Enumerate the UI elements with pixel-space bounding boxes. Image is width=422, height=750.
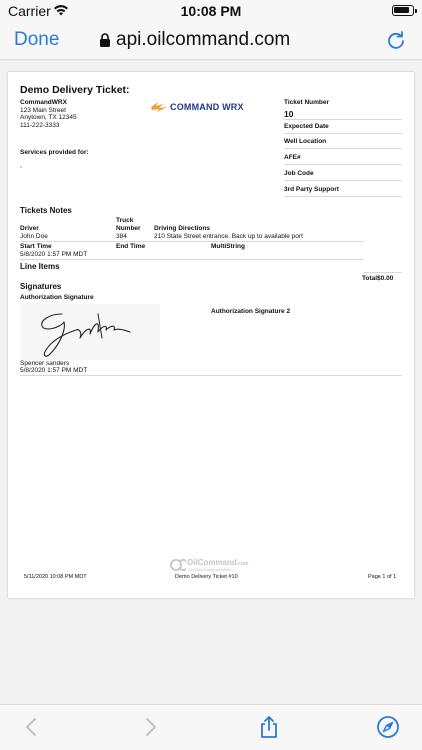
row-divider — [20, 259, 364, 260]
total-label: Total — [362, 275, 378, 282]
company-name: CommandWRX — [20, 99, 67, 106]
company-city: Anytown, TX 12345 — [20, 114, 77, 121]
compass-safari-icon[interactable] — [376, 715, 400, 739]
row-divider — [20, 241, 364, 242]
expected-date-label: Expected Date — [284, 123, 329, 130]
flame-icon — [150, 101, 168, 113]
done-button[interactable]: Done — [14, 29, 60, 50]
total-row — [362, 275, 393, 283]
signer-name: Spencer sanders — [20, 360, 70, 367]
forward-chevron-icon[interactable] — [138, 715, 162, 739]
browser-nav-bar — [0, 22, 422, 60]
services-value: , — [20, 162, 22, 169]
field-divider — [284, 180, 402, 181]
address-bar[interactable]: api.oilcommand.com — [116, 29, 291, 50]
ticket-title: Demo Delivery Ticket: — [20, 84, 130, 96]
status-bar — [0, 0, 422, 22]
lock-icon — [99, 33, 111, 47]
truck-label: Truck Number — [116, 217, 141, 232]
well-location-label: Well Location — [284, 138, 327, 145]
afe-label: AFE# — [284, 154, 301, 161]
footer-logo-tld: .com — [236, 561, 249, 567]
tickets-notes-heading: Tickets Notes — [20, 206, 72, 215]
ticket-number-value: 10 — [284, 109, 294, 119]
signatures-heading: Signatures — [20, 282, 62, 291]
field-divider — [284, 119, 402, 120]
company-logo — [150, 100, 246, 114]
auth-signature-2-label: Authorization Signature 2 — [211, 308, 291, 315]
start-time-value: 5/8/2020 1:57 PM MDT — [20, 251, 88, 258]
directions-label: Driving Directions — [154, 225, 210, 232]
battery-icon — [392, 5, 414, 16]
oilcommand-footer-logo — [170, 558, 260, 572]
share-icon[interactable] — [257, 715, 281, 739]
signer-date: 5/8/2020 1:57 PM MDT — [20, 367, 88, 374]
footer-page-number: Page 1 of 1 — [368, 574, 397, 580]
end-time-label: End Time — [116, 243, 146, 250]
footer-logo-sub: Certified Documentation — [188, 567, 231, 572]
signature-image — [20, 304, 160, 360]
field-divider — [284, 164, 402, 165]
line-items-heading: Line Items — [20, 262, 60, 271]
footer-printed-date: 5/11/2020 10:08 PM MDT — [24, 574, 87, 580]
company-phone: 111-222-3333 — [20, 121, 60, 129]
start-time-label: Start Time — [20, 243, 52, 250]
directions-value: 210 State Street entrance. Back up to available port — [154, 233, 303, 240]
logo-text: COMMAND WRX — [170, 102, 244, 112]
back-chevron-icon[interactable] — [20, 715, 44, 739]
job-code-label: Job Code — [284, 170, 314, 177]
reload-icon[interactable] — [386, 30, 406, 50]
services-label: Services provided for: — [20, 149, 89, 156]
footer-ticket-name: Demo Delivery Ticket #10 — [175, 574, 238, 580]
driver-label: Driver — [20, 225, 39, 232]
handwritten-signature — [20, 304, 160, 360]
total-divider — [364, 272, 402, 273]
multistring-label: MultiString — [211, 243, 245, 250]
field-divider — [284, 196, 402, 197]
clock: 10:08 PM — [180, 3, 242, 19]
total-value: $0.00 — [377, 275, 394, 282]
field-divider — [284, 148, 402, 149]
company-street: 123 Main Street — [20, 106, 66, 114]
browser-toolbar — [0, 704, 422, 750]
carrier-label: Carrier — [8, 3, 51, 19]
oilcommand-logo-icon — [170, 558, 186, 572]
auth-signature-label: Authorization Signature — [20, 294, 94, 301]
field-divider — [284, 133, 402, 134]
company-block — [20, 99, 77, 129]
driver-value: John Doe — [20, 233, 48, 240]
footer-logo-name: OilCommand — [187, 558, 237, 567]
document-page — [8, 72, 414, 598]
ticket-number-label: Ticket Number — [284, 99, 330, 106]
signature-divider — [20, 375, 402, 376]
third-party-label: 3rd Party Support — [284, 186, 339, 193]
truck-value: 384 — [116, 233, 127, 240]
